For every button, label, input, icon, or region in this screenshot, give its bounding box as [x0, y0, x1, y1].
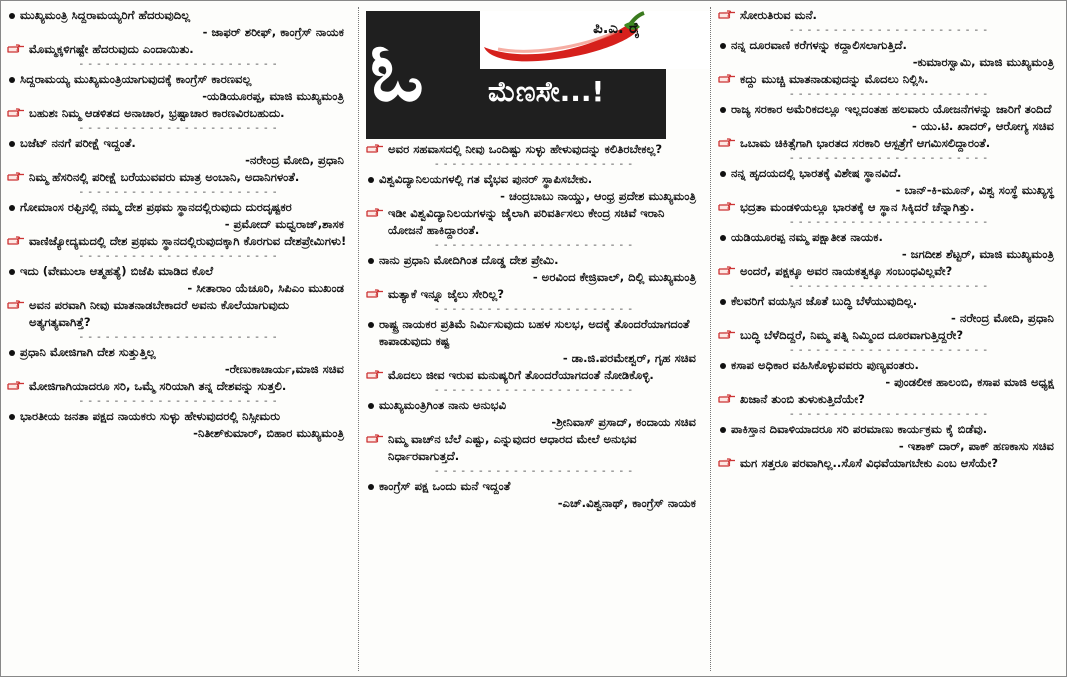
quote-reply	[718, 7, 1060, 24]
quote-statement	[366, 316, 702, 350]
quote-reply-text: ಅವರ ಸಹವಾಸದಲ್ಲಿ ನೀವು ಒಂದಿಷ್ಟು ಸುಳ್ಳು ಹೇಳುವುದನ್ನು ಕಲಿತಿರಬೇಕಲ್ಲ?	[388, 142, 663, 156]
pointing-hand-icon	[7, 44, 25, 54]
quote-reply-text: ಮೊಮ್ಮಕ್ಕಳಿಗಷ್ಟೇ ಹೆದರುವುದು ಎಂದಾಯಿತು.	[29, 42, 194, 56]
quote-attribution	[366, 269, 702, 286]
quote-attribution-text: - ಡಾ.ಜಿ.ಪರಮೇಶ್ವರ್, ಗೃಹ ಸಚಿವ	[562, 351, 696, 365]
quote-statement-text: ರಾಷ್ಟ್ರ ನಾಯಕರ ಪ್ರತಿಮೆ ನಿರ್ಮಿಸುವುದು ಬಹಳ ಸುಲಭ, ಅದಕ್ಕೆ ತೊಂದರೆಯಾಗದಂತೆ ಕಾಪಾಡುವುದು ಕಷ್ಟ	[379, 317, 690, 348]
separator-line: - - - - - - - - - - - - - - - - - - - - - - -	[79, 332, 278, 343]
quote-reply-text: ಅವನ ಪರವಾಗಿ ನೀವು ಮಾತನಾಡಬೇಕಾದರೆ ಅವನು ಕೊಲೆಯಾಗುವುದು ಅತ್ಯಗತ್ಯವಾಗಿತ್ತೆ?	[29, 298, 290, 329]
separator-line: - - - - - - - - - - - - - - - - - - - - - - -	[435, 466, 633, 477]
quote-attribution	[718, 246, 1060, 263]
quote-attribution-text: - ಪುಂಡಲೀಕ ಹಾಲಂಬಿ, ಕಸಾಪ ಮಾಜಿ ಅಧ್ಯಕ್ಷ	[885, 375, 1054, 389]
quote-statement	[7, 344, 350, 361]
pointing-hand-icon	[366, 208, 384, 218]
quote-attribution-text: -ಕುಮಾರಸ್ವಾಮಿ, ಮಾಜಿ ಮುಖ್ಯಮಂತ್ರಿ	[912, 55, 1054, 69]
quote-reply	[718, 263, 1060, 280]
quote-statement	[7, 135, 350, 152]
quote-statement-text: ಪ್ರಧಾನಿ ಮೋಜಿಗಾಗಿ ದೇಶ ಸುತ್ತುತ್ತಿಲ್ಲ	[20, 345, 156, 359]
pointing-hand-icon	[718, 10, 736, 20]
column-divider	[710, 7, 711, 671]
quote-statement-text: ಇದು (ವೇಮುಲಾ ಆತ್ಮಹತ್ಯೆ) ಬಿಜೆಪಿ ಮಾಡಿದ ಕೊಲೆ	[20, 264, 214, 278]
header-big-letter: ಓ	[370, 26, 424, 119]
quote-statement	[366, 478, 702, 495]
quote-reply-text: ವಾಣಿಜ್ಯೋದ್ಯಮದಲ್ಲಿ ದೇಶ ಪ್ರಥಮ ಸ್ಥಾನದಲ್ಲಿರುವುದಕ್ಕಾಗಿ ಕೊರಗುವ ದೇಶಪ್ರೇಮಿಗಳು!	[29, 234, 347, 248]
quote-statement	[7, 199, 350, 216]
column-middle-body	[366, 141, 702, 512]
quote-attribution	[7, 152, 350, 169]
quote-attribution	[7, 280, 350, 297]
pointing-hand-icon	[366, 434, 384, 444]
column-right	[712, 1, 1066, 676]
quote-statement-text: ಸಿದ್ದರಾಮಯ್ಯ ಮುಖ್ಯಮಂತ್ರಿಯಾಗುವುದಕ್ಕೆ ಕಾಂಗ್ರೆಸ್ ಕಾರಣವಲ್ಲ	[20, 72, 252, 86]
separator-line: - - - - - - - - - - - - - - - - - - - - - - -	[790, 25, 988, 36]
pointing-hand-icon	[718, 330, 736, 340]
quote-attribution-text: - ಸೀತಾರಾಂ ಯೆಚೂರಿ, ಸಿಪಿಎಂ ಮುಖಂಡ	[187, 281, 344, 295]
quote-statement	[7, 71, 350, 88]
quote-reply	[7, 41, 350, 58]
separator-line: - - - - - - - - - - - - - - - - - - - - - - -	[435, 304, 633, 315]
quote-statement-text: ಕೆಲವರಿಗೆ ವಯಸ್ಸಿನ ಜೊತೆ ಬುದ್ಧಿ ಬೆಳೆಯುವುದಿಲ್ಲ.	[731, 294, 918, 308]
quote-attribution-text: - ಅರವಿಂದ ಕೇಜ್ರಿವಾಲ್, ದಿಲ್ಲಿ ಮುಖ್ಯಮಂತ್ರಿ	[532, 270, 696, 284]
pointing-hand-icon	[718, 266, 736, 276]
quote-reply-text: ಬಹುಶಃ ನಿಮ್ಮ ಆಡಳಿತದ ಅನಾಚಾರ, ಭ್ರಷ್ಟಾಚಾರ ಕಾರಣವಿರಬಹುದು.	[29, 106, 285, 120]
quote-statement-text: ನಾನು ಪ್ರಧಾನಿ ಮೋದಿಗಿಂತ ದೊಡ್ಡ ದೇಶ ಪ್ರೇಮಿ.	[379, 253, 559, 267]
quote-reply-text: ಒಬಾಮ ಚಿಕಿತ್ಸೆಗಾಗಿ ಭಾರತದ ಸರಕಾರಿ ಆಸ್ಪತ್ರೆಗೆ ಆಗಮಿಸಲಿದ್ದಾರಂತೆ.	[740, 136, 991, 150]
quote-reply-text: ಅಂದರೆ, ಪಕ್ಷಕ್ಕೂ ಅವರ ನಾಯಕತ್ವಕ್ಕೂ ಸಂಬಂಧವಿಲ್ಲವೇ?	[740, 264, 953, 278]
quote-attribution	[7, 425, 350, 442]
quote-statement	[7, 263, 350, 280]
quote-attribution-text: -ಯಡಿಯೂರಪ್ಪ, ಮಾಜಿ ಮುಖ್ಯಮಂತ್ರಿ	[202, 89, 344, 103]
quote-attribution-text: -ನಿತೀಶ್‌ಕುಮಾರ್, ಬಿಹಾರ ಮುಖ್ಯಮಂತ್ರಿ	[193, 426, 344, 440]
quote-attribution	[718, 374, 1060, 391]
quote-attribution	[718, 118, 1060, 135]
separator-line: - - - - - - - - - - - - - - - - - - - - - - -	[79, 396, 278, 407]
quote-reply	[718, 71, 1060, 88]
quote-attribution	[366, 495, 702, 512]
quote-attribution-text: - ಯು.ಟಿ. ಖಾದರ್, ಆರೋಗ್ಯ ಸಚಿವ	[911, 119, 1054, 133]
quote-statement	[366, 171, 702, 188]
quote-reply	[718, 391, 1060, 408]
quote-attribution	[7, 216, 350, 233]
quote-attribution	[7, 24, 350, 41]
pointing-hand-icon	[366, 144, 384, 154]
header-title: ಮೆಣಸೇ...!	[488, 75, 605, 108]
quote-statement-text: ರಾಜ್ಯ ಸರಕಾರ ಅಮೆರಿಕದಲ್ಲೂ ಇಲ್ಲದಂತಹ ಹಲವಾರು ಯೋಜನೆಗಳನ್ನು ಜಾರಿಗೆ ತಂದಿದೆ	[731, 102, 1052, 116]
pointing-hand-icon	[718, 202, 736, 212]
quote-statement	[366, 397, 702, 414]
quote-statement	[718, 229, 1060, 246]
quote-statement	[718, 101, 1060, 118]
quote-reply	[7, 169, 350, 186]
separator-line: - - - - - - - - - - - - - - - - - - - - - - -	[790, 281, 988, 292]
pointing-hand-icon	[718, 74, 736, 84]
separator-line: - - - - - - - - - - - - - - - - - - - - - - -	[790, 153, 988, 164]
quote-attribution-text: - ಬಾನ್-ಕಿ-ಮೂನ್, ವಿಶ್ವ ಸಂಸ್ಥೆ ಮುಖ್ಯಸ್ಥ	[895, 183, 1054, 197]
quote-attribution	[7, 361, 350, 378]
quote-statement-text: ಮುಖ್ಯಮಂತ್ರಿಗಿಂತ ನಾನು ಅನುಭವಿ	[379, 398, 507, 412]
separator-line: - - - - - - - - - - - - - - - - - - - - - - -	[435, 240, 633, 251]
quote-attribution-text: - ಚಂದ್ರಬಾಬು ನಾಯ್ಡು, ಆಂಧ್ರ ಪ್ರದೇಶ ಮುಖ್ಯಮಂತ್ರಿ	[500, 189, 696, 203]
column-divider	[358, 7, 359, 671]
quote-reply	[718, 455, 1060, 472]
quote-statement	[718, 357, 1060, 374]
column-middle	[360, 1, 710, 676]
quote-reply-text: ಮೊದಲು ಜೀವ ಇರುವ ಮನುಷ್ಯರಿಗೆ ತೊಂದರೆಯಾಗದಂತೆ ನೋಡಿಕೊಳ್ಳಿ.	[388, 368, 654, 382]
quote-statement	[7, 7, 350, 24]
quote-reply	[718, 199, 1060, 216]
header-byline: ಪಿ.ಎ. ರೈ	[593, 19, 640, 37]
quote-reply-text: ನಿಮ್ಮ ವಾಚ್‌ನ ಬೆಲೆ ಎಷ್ಟು, ಎನ್ನುವುದರ ಆಧಾರದ ಮೇಲೆ ಅನುಭವ ನಿರ್ಧಾರವಾಗುತ್ತದೆ.	[388, 432, 637, 463]
quote-attribution	[7, 88, 350, 105]
quote-reply-text: ನಿಮ್ಮ ಹೆಸರಿನಲ್ಲಿ ಪರೀಕ್ಷೆ ಬರೆಯುವವರು ಮಾತ್ರ ಅಂಬಾನಿ, ಅದಾನಿಗಳಂತೆ.	[29, 170, 300, 184]
quote-attribution	[366, 350, 702, 367]
quote-reply	[718, 135, 1060, 152]
quote-reply	[366, 205, 702, 239]
quote-reply	[7, 297, 350, 331]
quote-attribution-text: - ನರೇಂದ್ರ ಮೋದಿ, ಪ್ರಧಾನಿ	[951, 311, 1054, 325]
quote-attribution-text: - ಇಶಾಕ್ ದಾರ್, ಪಾಕ್ ಹಣಕಾಸು ಸಚಿವ	[898, 439, 1054, 453]
quote-attribution	[718, 438, 1060, 455]
quote-statement-text: ಗೋಮಾಂಸ ರಫ್ತಿನಲ್ಲಿ ನಮ್ಮ ದೇಶ ಪ್ರಥಮ ಸ್ಥಾನದಲ್ಲಿರುವುದು ದುರದೃಷ್ಟಕರ	[20, 200, 292, 214]
pointing-hand-icon	[718, 394, 736, 404]
quote-attribution	[366, 188, 702, 205]
quote-attribution	[366, 414, 702, 431]
quote-statement-text: ಬಜೆಟ್ ನನಗೆ ಪರೀಕ್ಷೆ ಇದ್ದಂತೆ.	[20, 136, 136, 150]
pointing-hand-icon	[7, 108, 25, 118]
quote-statement-text: ವಿಶ್ವವಿದ್ಯಾನಿಲಯಗಳಲ್ಲಿ ಗತ ವೈಭವ ಪುನರ್ ಸ್ಥಾಪಿಸಬೇಕು.	[379, 172, 593, 186]
quote-reply	[7, 233, 350, 250]
quote-statement	[718, 37, 1060, 54]
quote-attribution	[718, 182, 1060, 199]
quote-statement-text: ಯಡಿಯೂರಪ್ಪ ನಮ್ಮ ಪಕ್ಷಾತೀತ ನಾಯಕ.	[731, 230, 883, 244]
quote-reply-text: ಮೋಜಿಗಾಗಿಯಾದರೂ ಸರಿ, ಒಮ್ಮೆ ಸರಿಯಾಗಿ ತನ್ನ ದೇಶವನ್ನು ಸುತ್ತಲಿ.	[29, 379, 287, 393]
quote-statement	[7, 408, 350, 425]
separator-line: - - - - - - - - - - - - - - - - - - - - - - -	[790, 345, 988, 356]
separator-line: - - - - - - - - - - - - - - - - - - - - - - -	[790, 409, 988, 420]
quote-statement-text: ನನ್ನ ದೂರವಾಣಿ ಕರೆಗಳನ್ನು ಕದ್ದಾಲಿಸಲಾಗುತ್ತಿದೆ.	[731, 38, 907, 52]
separator-line: - - - - - - - - - - - - - - - - - - - - - - -	[79, 187, 278, 198]
quote-reply-text: ಬುದ್ಧಿ ಬೆಳೆದಿದ್ದರೆ, ನಿಮ್ಮ ಪತ್ನಿ ನಿಮ್ಮಿಂದ ದೂರವಾಗುತ್ತಿದ್ದರೇ?	[740, 328, 964, 342]
quote-reply	[7, 105, 350, 122]
quote-attribution-text: -ನರೇಂದ್ರ ಮೋದಿ, ಪ್ರಧಾನಿ	[245, 153, 344, 167]
quote-attribution	[718, 54, 1060, 71]
pointing-hand-icon	[7, 381, 25, 391]
pointing-hand-icon	[366, 370, 384, 380]
quote-reply	[366, 367, 702, 384]
quote-statement-text: ಕಸಾಪ ಅಧಿಕಾರ ವಹಿಸಿಕೊಳ್ಳುವವರು ಪುಣ್ಯವಂತರು.	[731, 358, 919, 372]
quote-attribution-text: -ಎಚ್.ವಿಶ್ವನಾಥ್, ಕಾಂಗ್ರೆಸ್ ನಾಯಕ	[557, 496, 696, 510]
pointing-hand-icon	[718, 458, 736, 468]
separator-line: - - - - - - - - - - - - - - - - - - - - - - -	[435, 385, 633, 396]
quote-statement-text: ಕಾಂಗ್ರೆಸ್ ಪಕ್ಷ ಒಂದು ಮನೆ ಇದ್ದಂತೆ	[379, 479, 511, 493]
quote-reply	[7, 378, 350, 395]
quote-reply-text: ಖಜಾನೆ ತುಂಬಿ ತುಳುಕುತ್ತಿದೆಯೇ?	[740, 392, 865, 406]
quote-attribution-text: - ಪ್ರಮೋದ್ ಮಧ್ವರಾಜ್,ಶಾಸಕ	[224, 217, 344, 231]
quote-reply-text: ಮಗ ಸತ್ತರೂ ಪರವಾಗಿಲ್ಲ..ಸೊಸೆ ವಿಧವೆಯಾಗಬೇಕು ಎಂಬ ಆಸೆಯೇ?	[740, 456, 999, 470]
quote-statement-text: ಭಾರತೀಯ ಜನತಾ ಪಕ್ಷದ ನಾಯಕರು ಸುಳ್ಳು ಹೇಳುವುದರಲ್ಲಿ ನಿಸ್ಸೀಮರು	[20, 409, 281, 423]
quote-statement	[366, 252, 702, 269]
separator-line: - - - - - - - - - - - - - - - - - - - - - - -	[790, 89, 988, 100]
separator-line: - - - - - - - - - - - - - - - - - - - - - - -	[79, 251, 278, 262]
separator-line: - - - - - - - - - - - - - - - - - - - - - - -	[790, 217, 988, 228]
quote-statement-text: ನನ್ನ ಹೃದಯದಲ್ಲಿ ಭಾರತಕ್ಕೆ ವಿಶೇಷ ಸ್ಥಾನವಿದೆ.	[731, 166, 902, 180]
pointing-hand-icon	[7, 172, 25, 182]
column-header	[360, 1, 710, 141]
quote-reply	[718, 327, 1060, 344]
pointing-hand-icon	[366, 289, 384, 299]
separator-line: - - - - - - - - - - - - - - - - - - - - - - -	[79, 59, 278, 70]
pointing-hand-icon	[7, 236, 25, 246]
quote-statement	[718, 421, 1060, 438]
quote-attribution-text: - ಜಾಫರ್ ಶರೀಫ್, ಕಾಂಗ್ರೆಸ್ ನಾಯಕ	[202, 25, 344, 39]
quote-reply-text: ಭದ್ರತಾ ಮಂಡಳಿಯಲ್ಲೂ ಭಾರತಕ್ಕೆ ಆ ಸ್ಥಾನ ಸಿಕ್ಕಿದರೆ ಚೆನ್ನಾಗಿತ್ತು.	[740, 200, 975, 214]
quote-attribution-text: -ರೇಣುಕಾಚಾರ್ಯ,ಮಾಜಿ ಸಚಿವ	[224, 362, 344, 376]
quote-reply	[366, 141, 702, 158]
quote-statement	[718, 165, 1060, 182]
quote-reply	[366, 286, 702, 303]
quote-reply-text: ಇಡೀ ವಿಶ್ವವಿದ್ಯಾನಿಲಯಗಳನ್ನು ಜೈಲಾಗಿ ಪರಿವರ್ತಿಸಲು ಕೇಂದ್ರ ಸಚಿವೆ ಇರಾನಿ ಯೋಜನೆ ಹಾಕಿದ್ದಾರಂತೆ.	[388, 206, 665, 237]
column-left	[1, 1, 358, 676]
quote-reply	[366, 431, 702, 465]
quote-statement-text: ಪಾಕಿಸ್ತಾನ ದಿವಾಳಿಯಾದರೂ ಸರಿ ಪರಮಾಣು ಕಾರ್ಯಕ್ರಮ ಕೈ ಬಿಡೆವು.	[731, 422, 988, 436]
quote-attribution	[718, 310, 1060, 327]
pointing-hand-icon	[718, 138, 736, 148]
quote-reply-text: ಸೋರುತಿರುವ ಮನೆ.	[740, 8, 817, 22]
quote-attribution-text: - ಜಗದೀಶ ಶೆಟ್ಟರ್, ಮಾಜಿ ಮುಖ್ಯಮಂತ್ರಿ	[901, 247, 1054, 261]
quote-statement-text: ಮುಖ್ಯಮಂತ್ರಿ ಸಿದ್ದರಾಮಯ್ಯರಿಗೆ ಹೆದರುವುದಿಲ್ಲ	[20, 8, 191, 22]
quote-reply-text: ಕದ್ದು ಮುಚ್ಚಿ ಮಾತನಾಡುವುದನ್ನು ಮೊದಲು ನಿಲ್ಲಿಸಿ.	[740, 72, 929, 86]
quote-reply-text: ಮತ್ಯಾಕೆ ಇನ್ನೂ ಜೈಲು ಸೇರಿಲ್ಲ?	[388, 287, 504, 301]
pointing-hand-icon	[7, 300, 25, 310]
quote-statement	[718, 293, 1060, 310]
quote-attribution-text: -ಶ್ರೀನಿವಾಸ್ ಪ್ರಸಾದ್, ಕಂದಾಯ ಸಚಿವ	[551, 415, 696, 429]
separator-line: - - - - - - - - - - - - - - - - - - - - - - -	[79, 123, 278, 134]
separator-line: - - - - - - - - - - - - - - - - - - - - - - -	[435, 159, 633, 170]
chili-icon	[478, 9, 648, 67]
